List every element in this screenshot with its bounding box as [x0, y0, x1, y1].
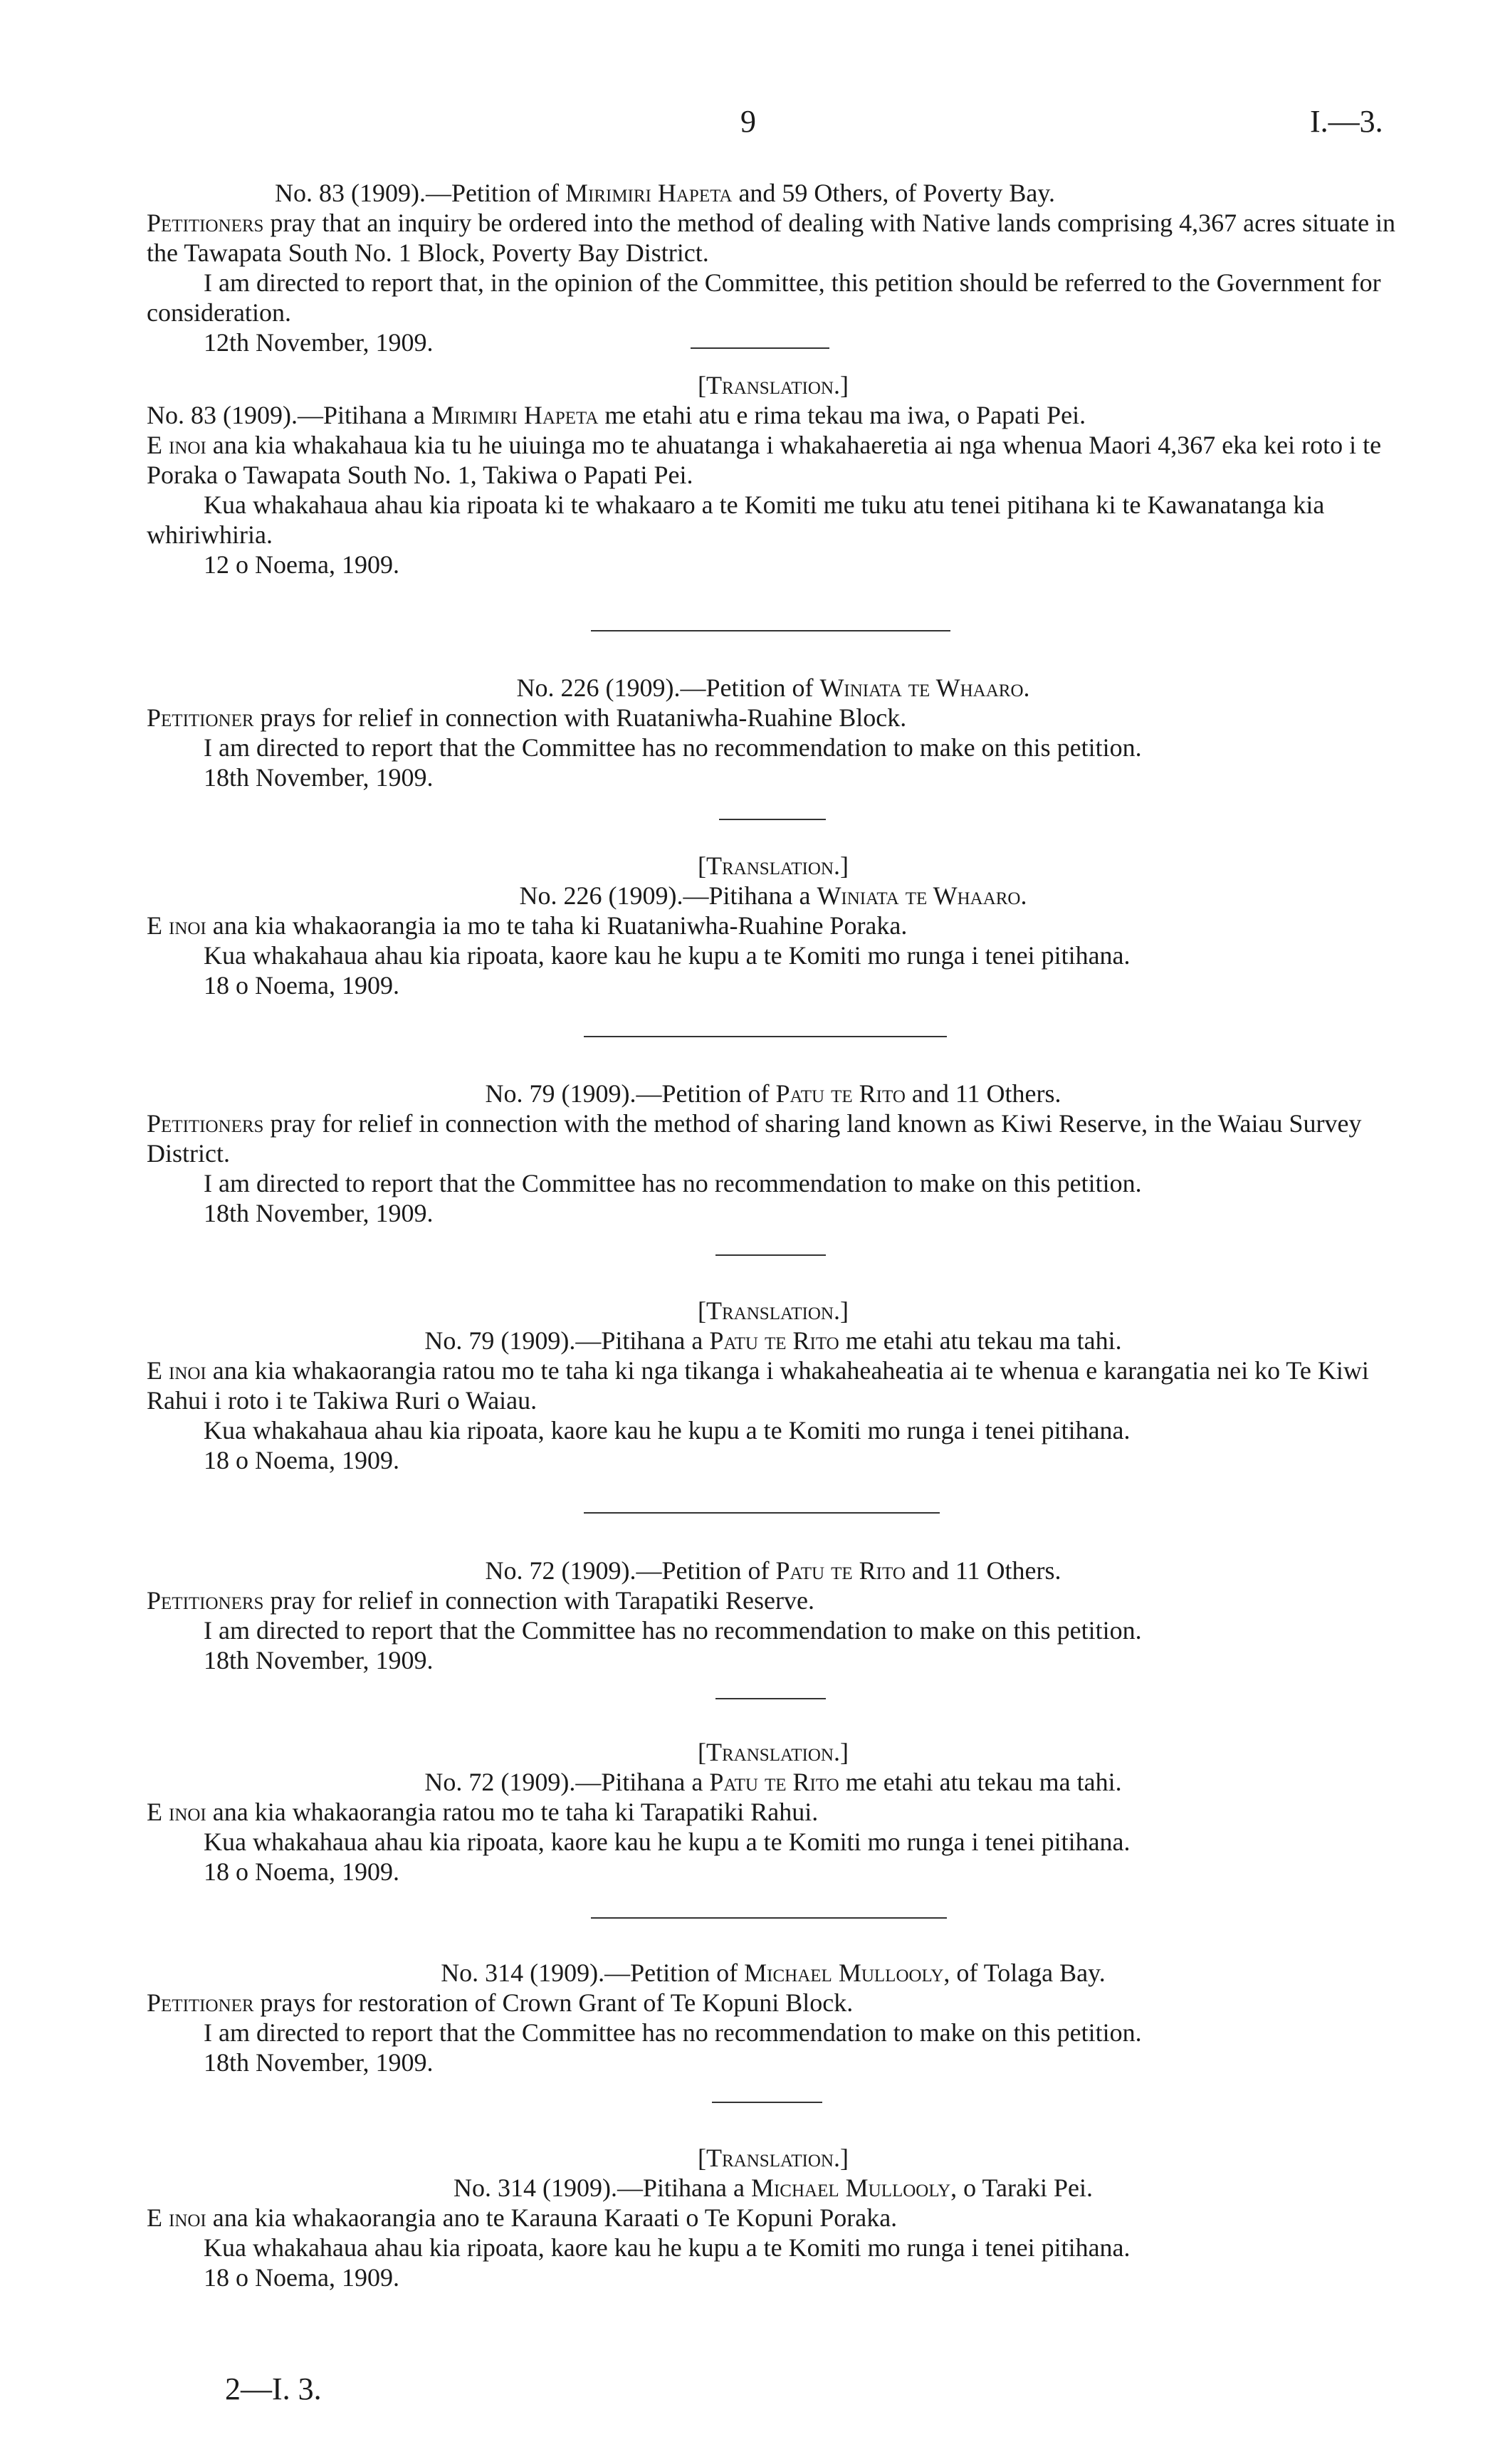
- petition-body: Petitioner prays for relief in connection with Ruataniwha-Ruahine Block.: [147, 703, 907, 732]
- petition-body: E inoi ana kia whakahaua kia tu he uiuinga mo te ahuatanga i whakahaeretia ai nga whenua Maori 4,367 eka kei roto i te Poraka o Tawapata South No. 1, Takiwa o Papati Pei.: [147, 431, 1382, 489]
- divider: [719, 819, 826, 820]
- signature-mark: 2—I. 3.: [225, 2371, 322, 2406]
- committee-report: I am directed to report that the Committee has no recommendation to make on this petition.: [204, 733, 1142, 762]
- petition-heading: No. 79 (1909).—Pitihana a Patu te Rito me etahi atu tekau ma tahi.: [424, 1326, 1122, 1355]
- report-date: 18th November, 1909.: [204, 1199, 434, 1227]
- paper-reference: I.—3.: [1310, 104, 1383, 139]
- page-number: 9: [740, 104, 756, 139]
- petition-83-translation: [147, 370, 1400, 580]
- divider: [591, 630, 950, 631]
- committee-report: Kua whakahaua ahau kia ripoata, kaore kau he kupu a te Komiti mo runga i tenei pitihana.: [204, 1828, 1131, 1856]
- petition-body: E inoi ana kia whakaorangia ia mo te taha ki Ruataniwha-Ruahine Poraka.: [147, 911, 908, 940]
- committee-report: I am directed to report that, in the opinion of the Committee, this petition should be referred to the Government for consideration.: [147, 268, 1381, 327]
- report-date: 18 o Noema, 1909.: [204, 971, 399, 1000]
- report-date: 18th November, 1909.: [204, 1646, 434, 1674]
- translation-label: [Translation.]: [698, 851, 849, 880]
- translation-label: [Translation.]: [698, 1738, 849, 1766]
- petition-body: E inoi ana kia whakaorangia ano te Karauna Karaati o Te Kopuni Poraka.: [147, 2203, 898, 2232]
- petition-body: Petitioners pray for relief in connection with the method of sharing land known as Kiwi Reserve, in the Waiau Survey District.: [147, 1109, 1362, 1168]
- petition-heading: No. 226 (1909).—Pitihana a Winiata te Whaaro.: [519, 881, 1027, 910]
- report-date: 18 o Noema, 1909.: [204, 1446, 399, 1474]
- petition-heading: No. 72 (1909).—Petition of Patu te Rito and 11 Others.: [485, 1556, 1061, 1585]
- petition-72-english: [147, 1556, 1400, 1675]
- divider: [584, 1036, 947, 1037]
- committee-report: Kua whakahaua ahau kia ripoata, kaore kau he kupu a te Komiti mo runga i tenei pitihana.: [204, 1416, 1131, 1445]
- petition-body: E inoi ana kia whakaorangia ratou mo te taha ki nga tikanga i whakaheaheatia ai te whenua e karangatia nei ko Te Kiwi Rahui i roto i te Takiwa Ruri o Waiau.: [147, 1356, 1369, 1415]
- petition-heading: No. 83 (1909).—Pitihana a Mirimiri Hapeta me etahi atu e rima tekau ma iwa, o Papati Pei.: [147, 401, 1086, 429]
- petition-heading: No. 314 (1909).—Pitihana a Michael Mullooly, o Taraki Pei.: [453, 2174, 1093, 2202]
- committee-report: Kua whakahaua ahau kia ripoata, kaore kau he kupu a te Komiti mo runga i tenei pitihana.: [204, 2233, 1131, 2262]
- petition-heading: No. 314 (1909).—Petition of Michael Mullooly, of Tolaga Bay.: [441, 1959, 1106, 1987]
- petition-79-english: [147, 1079, 1400, 1228]
- petition-body: Petitioners pray that an inquiry be ordered into the method of dealing with Native lands comprising 4,367 acres situate in the Tawapata South No. 1 Block, Poverty Bay District.: [147, 209, 1396, 267]
- petition-body: E inoi ana kia whakaorangia ratou mo te taha ki Tarapatiki Rahui.: [147, 1798, 819, 1826]
- committee-report: Kua whakahaua ahau kia ripoata ki te whakaaro a te Komiti me tuku atu tenei pitihana ki te Kawanatanga kia whiriwhiria.: [147, 491, 1325, 549]
- divider: [715, 1698, 826, 1699]
- report-date: 12 o Noema, 1909.: [204, 550, 399, 579]
- translation-label: [Translation.]: [698, 1296, 849, 1325]
- petition-314-english: [147, 1958, 1400, 2077]
- committee-report: I am directed to report that the Committee has no recommendation to make on this petition.: [204, 1169, 1142, 1197]
- petition-226-english: [147, 673, 1400, 792]
- petition-79-translation: [147, 1296, 1400, 1475]
- petition-heading: No. 79 (1909).—Petition of Patu te Rito and 11 Others.: [485, 1079, 1061, 1108]
- petition-body: Petitioners pray for relief in connection with Tarapatiki Reserve.: [147, 1586, 814, 1615]
- petition-226-translation: [147, 851, 1400, 1000]
- divider: [584, 1512, 940, 1514]
- divider: [691, 347, 829, 349]
- report-date: 18 o Noema, 1909.: [204, 1857, 399, 1886]
- petition-heading: No. 226 (1909).—Petition of Winiata te Whaaro.: [516, 673, 1030, 702]
- committee-report: I am directed to report that the Committee has no recommendation to make on this petition.: [204, 1616, 1142, 1645]
- report-date: 18 o Noema, 1909.: [204, 2263, 399, 2292]
- committee-report: Kua whakahaua ahau kia ripoata, kaore kau he kupu a te Komiti mo runga i tenei pitihana.: [204, 941, 1131, 970]
- petition-83-english: [147, 178, 1400, 357]
- petition-72-translation: [147, 1737, 1400, 1887]
- divider: [591, 1917, 947, 1919]
- report-date: 12th November, 1909.: [204, 328, 434, 357]
- petition-heading: No. 83 (1909).—Petition of Mirimiri Hapeta and 59 Others, of Poverty Bay.: [275, 179, 1056, 207]
- report-date: 18th November, 1909.: [204, 2048, 434, 2077]
- committee-report: I am directed to report that the Committee has no recommendation to make on this petition.: [204, 2018, 1142, 2047]
- petition-body: Petitioner prays for restoration of Crown Grant of Te Kopuni Block.: [147, 1988, 854, 2017]
- petition-314-translation: [147, 2143, 1400, 2292]
- divider: [712, 2102, 822, 2103]
- divider: [715, 1254, 826, 1256]
- petition-heading: No. 72 (1909).—Pitihana a Patu te Rito me etahi atu tekau ma tahi.: [424, 1768, 1122, 1796]
- translation-label: [Translation.]: [698, 371, 849, 399]
- report-date: 18th November, 1909.: [204, 763, 434, 792]
- translation-label: [Translation.]: [698, 2144, 849, 2172]
